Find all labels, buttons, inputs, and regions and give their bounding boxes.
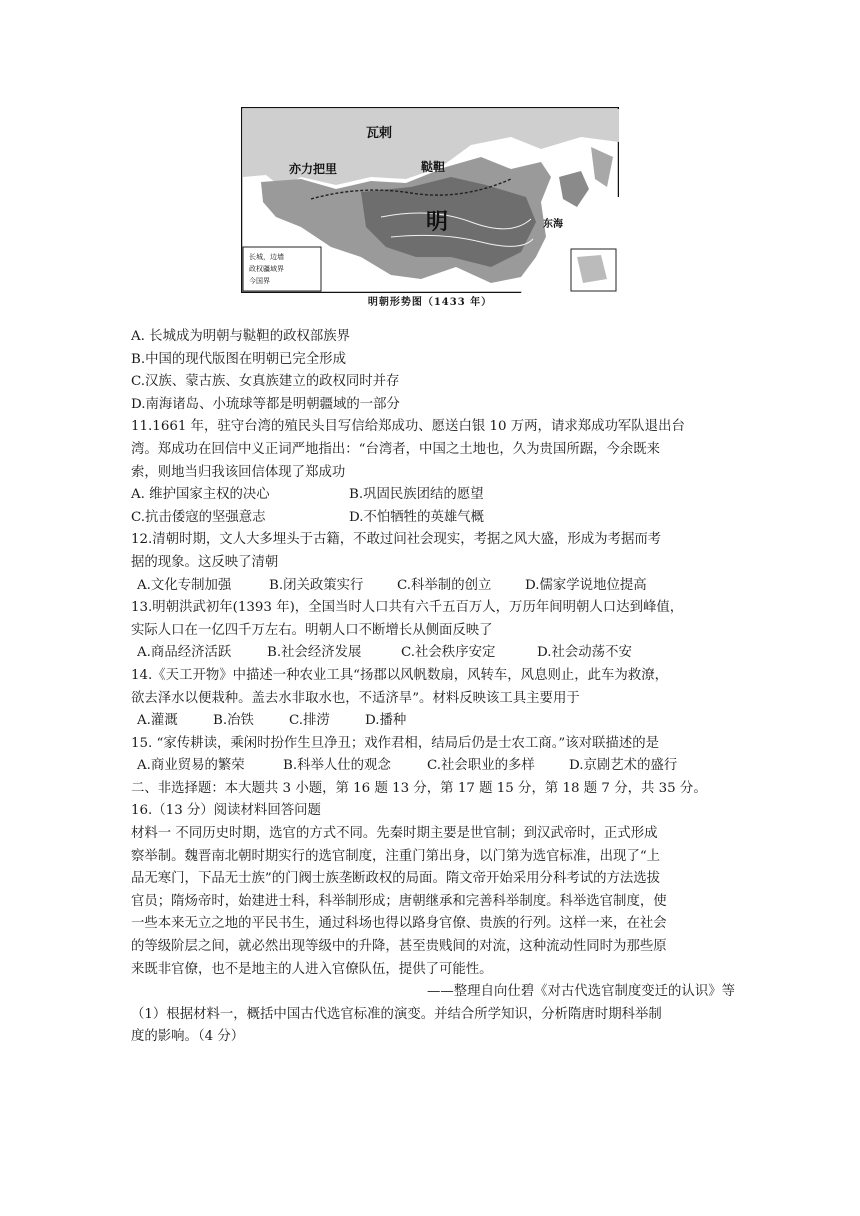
q16-material-line: 的等级阶层之间，就必然出现等级中的升降，甚至贵贱间的对流，这种流动性同时为那些原 (131, 939, 667, 955)
legend-item-3: 今国界 (249, 278, 270, 285)
q12-stem-line: 据的现象。这反映了清朝 (131, 554, 279, 570)
q15-option-d: D.京剧艺术的盛行 (569, 758, 678, 774)
q13-option-d: D.社会动荡不安 (537, 645, 632, 661)
q11-stem-line: 11.1661 年，驻守台湾的殖民头目写信给郑成功、愿送白银 10 万两，请求郑成功军队退出台 (131, 419, 685, 435)
q15-stem-line: 15. “家传耕读，乘闲时扮作生旦净丑；戏作君相，结局后仍是士农工商。”该对联描述的是 (131, 735, 659, 751)
q13-option-b: B.社会经济发展 (267, 645, 362, 661)
q16-material-line: 来既非官僚，也不是地主的人进入官僚队伍，提供了可能性。 (131, 961, 493, 977)
q13-stem-line: 13.明朝洪武初年(1393 年)，全国当时人口共有六千五百万人，万历年间明朝人口达到峰值， (131, 600, 684, 616)
q10-option-d: D.南海诸岛、小琉球等都是明朝疆域的一部分 (131, 396, 400, 412)
q12-option-b: B.闭关政策实行 (269, 577, 364, 593)
q11-option-a: A. 维护国家主权的决心 (131, 487, 270, 503)
q13-option-c: C.社会秩序安定 (401, 645, 496, 661)
q12-option-c: C.科举制的创立 (397, 577, 492, 593)
map-label-east-sea: 东海 (543, 219, 563, 230)
q11-stem-line: 湾。郑成功在回信中义正词严地指出：“台湾者，中国之土地也，久为贵国所踞，今余既来 (131, 441, 661, 457)
q11-option-b: B.巩固民族团结的愿望 (349, 487, 484, 503)
q16-title: 16.（13 分）阅读材料回答问题 (131, 803, 321, 819)
q16-material-line: 一些本来无立之地的平民书生，通过科场也得以路身官僚、贵族的行列。这样一来，在社会 (131, 916, 667, 932)
map-label-dada: 鞑靼 (421, 160, 446, 174)
q11-stem-line: 索，则地当归我该回信体现了郑成功 (131, 464, 346, 480)
q11-options-row (131, 507, 735, 530)
q15-option-c: C.社会职业的多样 (427, 758, 535, 774)
q10-option-c: C.汉族、蒙古族、女真族建立的政权同时并存 (131, 374, 400, 390)
q10-option-b: B.中国的现代版图在明朝已完全形成 (131, 351, 346, 367)
q14-option-d: D.播种 (365, 713, 407, 729)
map-caption: 明朝形势图（1433 年） (367, 297, 493, 308)
q15-options-row (131, 755, 735, 778)
q16-sub1-line: （1）根据材料一，概括中国古代选官标准的演变。并结合所学知识，分析隋唐时期科举制 (131, 1006, 662, 1022)
q13-options-row (131, 642, 735, 665)
q10-option-a: A. 长城成为明朝与鞑靼的政权部族界 (131, 329, 351, 344)
q16-material-line: 察举制。魏晋南北朝时期实行的选官制度，注重门第出身，以门第为选官标准，出现了“上 (131, 848, 661, 864)
q11-options-row (131, 484, 735, 507)
q16-sub1-line: 度的影响。（4 分） (131, 1029, 245, 1045)
q16-source-citation: ——整理自向仕碧《对古代选官制度变迁的认识》等 (427, 984, 735, 1000)
q12-stem-line: 12.清朝时期，文人大多埋头于古籍，不敢过问社会现实，考据之风大盛，形成为考据而考 (131, 532, 662, 548)
q11-option-d: D.不怕牺牲的英雄气概 (349, 509, 485, 525)
q15-option-a: A.商业贸易的繁荣 (137, 758, 245, 774)
map-label-yilibali: 亦力把里 (289, 162, 338, 176)
q12-options-row (131, 575, 735, 598)
map-label-wala: 瓦剌 (366, 126, 393, 141)
q14-options-row (131, 710, 735, 733)
q12-option-d: D.儒家学说地位提高 (525, 577, 647, 593)
question-text-block (131, 326, 735, 1049)
q14-option-b: B.冶铁 (213, 713, 254, 729)
map-label-ming: 明 (426, 210, 449, 235)
q13-stem-line: 实际人口在一亿四千万左右。明朝人口不断增长从侧面反映了 (131, 622, 493, 638)
q12-option-a: A.文化专制加强 (137, 577, 232, 593)
legend-item-2: 政权疆域界 (249, 266, 284, 273)
q14-stem-line: 欲去泽水以便栽种。盖去水非取水也，不适济旱”。材料反映该工具主要用于 (131, 690, 580, 706)
q16-material-line: 官员；隋炀帝时，始建进士科，科举制形成；唐朝继承和完善科举制度。科举选官制度，使 (131, 893, 667, 909)
q16-material-line: 品无寒门，下品无士族”的门阀士族垄断政权的局面。隋文帝开始采用分科考试的方法选拔 (131, 871, 661, 887)
q15-option-b: B.科举人仕的观念 (283, 758, 391, 774)
q16-material-line: 材料一 不同历史时期，选官的方式不同。先秦时期主要是世官制；到汉武帝时，正式形成 (131, 826, 658, 842)
q13-option-a: A.商品经济活跃 (137, 645, 232, 661)
ming-map-image (241, 107, 619, 293)
q14-option-a: A.灌溉 (137, 713, 178, 729)
legend-item-1: 长城，边墙 (249, 254, 284, 261)
q14-option-c: C.排涝 (289, 713, 330, 729)
q11-option-c: C.抗击倭寇的坚强意志 (131, 509, 266, 525)
q14-stem-line: 14.《天工开物》中描述一种农业工具“扬郡以风帆数扇，风转车，风息则止，此车为救潦， (131, 667, 668, 683)
ming-map-figure (241, 107, 619, 307)
section-heading: 二、非选择题：本大题共 3 小题，第 16 题 13 分，第 17 题 15 分，第 18 题 7 分，共 35 分。 (131, 780, 707, 796)
